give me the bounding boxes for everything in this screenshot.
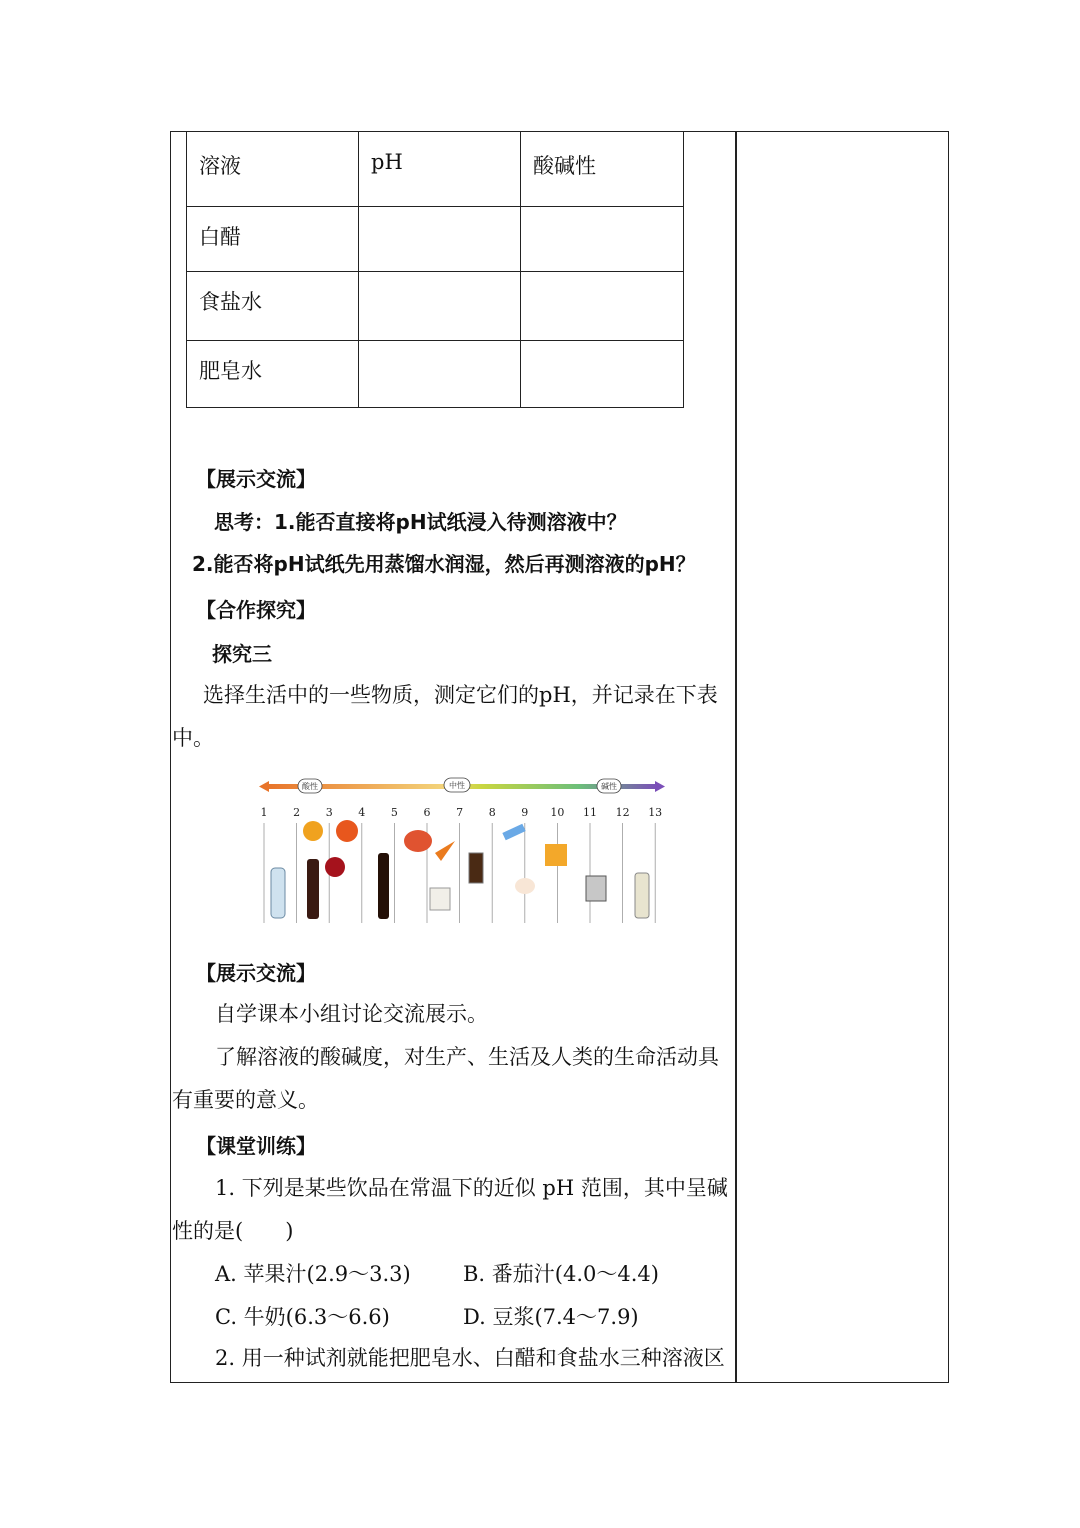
acid-label: 酸性	[302, 782, 318, 791]
ph-record-table	[186, 131, 684, 408]
row-label: 肥皂水	[187, 341, 359, 408]
ph-tick-label: 7	[456, 806, 464, 819]
watermelon	[404, 830, 432, 852]
significance-line-1: 了解溶液的酸碱度，对生产、生活及人类的生命活动具	[215, 1045, 719, 1069]
header-cell-solution: 溶液	[187, 132, 359, 207]
table-row	[187, 272, 684, 341]
question-2-line-1: 2. 用一种试剂就能把肥皂水、白醋和食盐水三种溶液区	[215, 1346, 725, 1370]
ph-tick-label: 3	[325, 806, 333, 819]
ph-scale-illustration	[255, 773, 670, 928]
acid-arrow-icon	[259, 781, 269, 792]
row-acidity-cell[interactable]	[521, 341, 684, 408]
carrot	[435, 841, 455, 861]
ph-tick-label: 11	[583, 806, 597, 819]
tea-glass	[469, 853, 483, 883]
ph-tick-label: 8	[488, 806, 496, 819]
row-label: 食盐水	[187, 272, 359, 341]
instruction-line-2: 中。	[172, 726, 214, 750]
header-cell-acidity: 酸碱性	[521, 132, 684, 207]
ph-tick-label: 9	[521, 806, 529, 819]
header-cell-ph: pH	[359, 132, 521, 207]
ph-tick-label: 5	[390, 806, 398, 819]
instruction-line-1: 选择生活中的一些物质，测定它们的pH，并记录在下表	[203, 683, 718, 707]
ph-tick-label: 6	[423, 806, 431, 819]
subheading-explore-three: 探究三	[212, 642, 272, 666]
ph-number-ticks	[261, 806, 663, 819]
row-ph-cell[interactable]	[359, 272, 521, 341]
question-1-line-2: 性的是( )	[172, 1219, 294, 1243]
row-acidity-cell[interactable]	[521, 272, 684, 341]
soap-bar	[545, 844, 567, 866]
option-d[interactable]: D. 豆浆(7.4～7.9)	[463, 1305, 639, 1329]
egg-white	[515, 878, 535, 894]
table-row	[187, 207, 684, 272]
vinegar-bottle	[378, 853, 389, 919]
ph-tick-label: 4	[358, 806, 366, 819]
section-heading-display: 【展示交流】	[196, 467, 316, 491]
section-heading-cooperate: 【合作探究】	[196, 598, 316, 622]
ph-tick-label: 2	[293, 806, 301, 819]
table-row	[187, 341, 684, 408]
row-ph-cell[interactable]	[359, 207, 521, 272]
option-c[interactable]: C. 牛奶(6.3～6.6)	[215, 1305, 390, 1329]
thinking-question-2: 2.能否将pH试纸先用蒸馏水润湿，然后再测溶液的pH？	[192, 552, 696, 576]
ash-water-beaker	[586, 876, 606, 901]
option-b[interactable]: B. 番茄汁(4.0～4.4)	[463, 1262, 659, 1286]
milk-carton	[430, 888, 450, 910]
section-heading-display-2: 【展示交流】	[196, 961, 316, 985]
option-a[interactable]: A. 苹果汁(2.9～3.3)	[215, 1262, 411, 1286]
ph-tick-label: 12	[615, 806, 630, 819]
table-header-row	[187, 132, 684, 207]
significance-line-2: 有重要的意义。	[172, 1088, 319, 1112]
toothpaste	[502, 824, 525, 841]
base-arrow-icon	[655, 781, 665, 792]
section-heading-practice: 【课堂训练】	[196, 1134, 316, 1158]
ph-tick-label: 10	[550, 806, 565, 819]
ph-divider-lines	[264, 823, 655, 923]
lemon	[303, 821, 323, 841]
row-ph-cell[interactable]	[359, 341, 521, 408]
question-1-line-1: 1. 下列是某些饮品在常温下的近似 pH 范围，其中呈碱	[215, 1176, 728, 1200]
ph-tick-label: 1	[260, 806, 268, 819]
thinking-question-1: 思考：1.能否直接将pH试纸浸入待测溶液中？	[214, 510, 627, 534]
soy-sauce-bottle	[307, 859, 319, 919]
column-divider	[735, 131, 737, 1383]
oven-cleaner-spray	[635, 873, 649, 918]
row-label: 白醋	[187, 207, 359, 272]
discussion-line: 自学课本小组讨论交流展示。	[215, 1002, 488, 1026]
row-acidity-cell[interactable]	[521, 207, 684, 272]
ph-tick-label: 13	[648, 806, 663, 819]
apple	[325, 857, 345, 877]
toilet-cleaner-bottle	[271, 868, 285, 918]
neutral-label: 中性	[449, 781, 465, 790]
orange	[336, 820, 358, 842]
base-label: 碱性	[601, 782, 617, 791]
